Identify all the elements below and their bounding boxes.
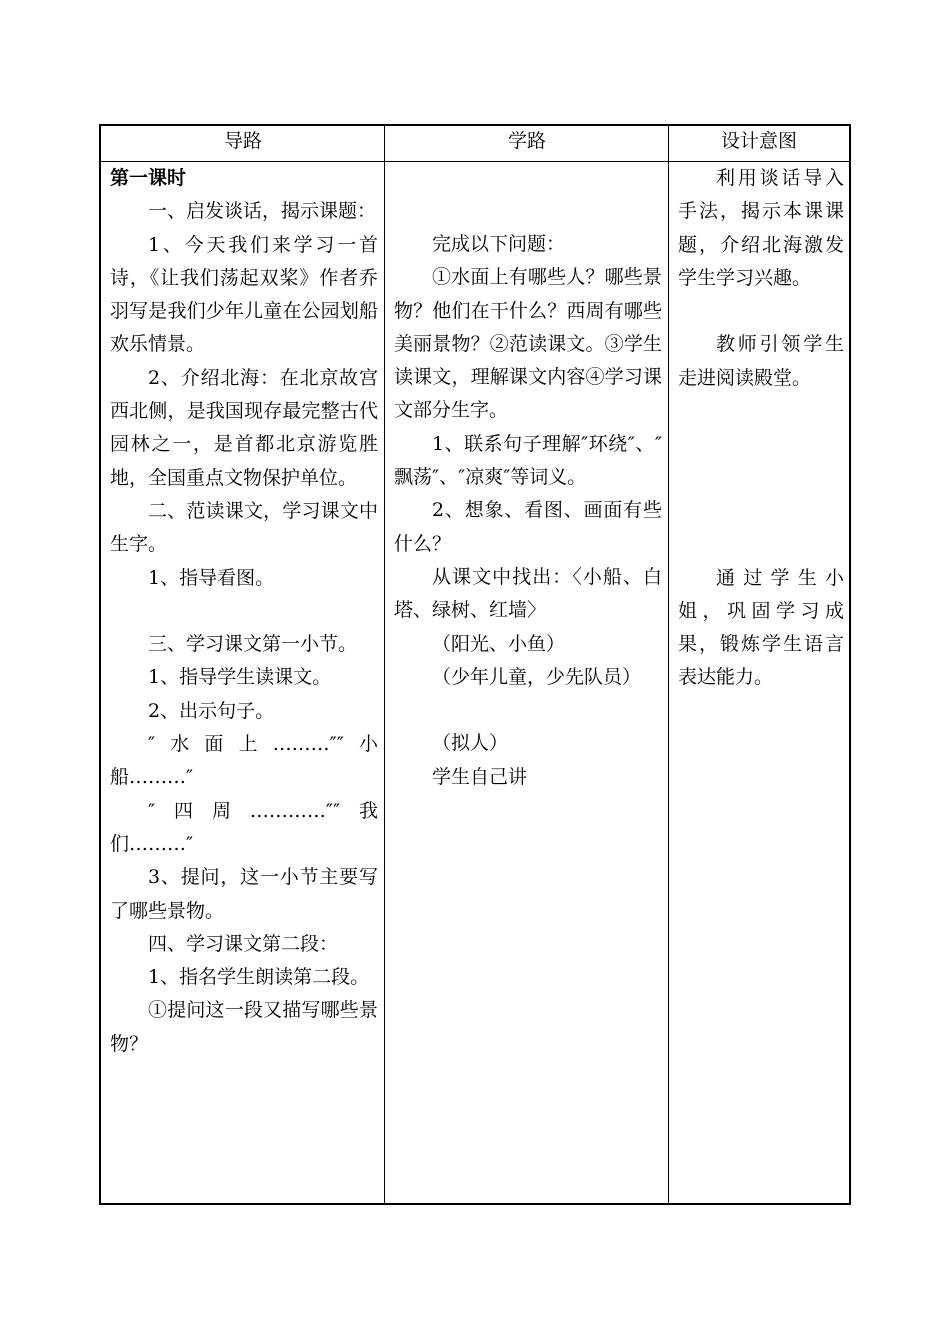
guide-column [110,162,378,1061]
guide-item: 1、今天我们来学习一首诗，《让我们荡起双桨》作者乔羽写是我们少年儿童在公园划船欢乐情景。 [110,233,378,356]
lesson-plan-table [99,124,851,1205]
header-guide: 导路 [101,126,385,162]
guide-item: 三、学习课文第一小节。 [148,633,358,656]
study-column [394,228,662,794]
guide-item: ①提问这一段又描写哪些景物？ [110,999,378,1055]
intent-item: 通过学生小姐，巩固学习成果，锻炼学生语言表达能力。 [678,566,844,689]
guide-item: 1、指导学生读课文。 [148,666,332,689]
column-divider-2 [668,126,669,1203]
study-item: （阳光、小鱼） [432,632,566,655]
study-item: （拟人） [432,732,509,755]
guide-item: 1、指名学生朗读第二段。 [148,966,370,989]
column-divider-1 [384,126,385,1203]
intent-item: 利用谈话导入手法，揭示本课课题，介绍北海激发学生学习兴趣。 [678,167,844,289]
guide-item: 1、指导看图。 [148,566,275,589]
header-study: 学路 [385,126,669,162]
guide-item: ″水面上………″″小船………″ [110,733,378,789]
guide-item: ″四周…………″″我们………″ [110,799,378,855]
intent-item: 教师引领学生走进阅读殿堂。 [678,333,844,389]
study-item: （少年儿童，少先队员） [432,665,642,688]
guide-item: 2、出示句子。 [148,699,275,722]
guide-item: 二、范读课文，学习课文中生字。 [110,499,378,556]
study-item: 完成以下问题： [432,233,566,255]
study-item: ①水面上有哪些人？哪些景物？他们在干什么？西周有哪些美丽景物？②范读课文。③学生读课文，理解课文内容④学习课文部分生字。 [394,266,662,422]
study-item: 1、联系句子理解″环绕″、″飘荡″、″凉爽″等词义。 [394,432,662,489]
guide-item: 四、学习课文第二段： [148,932,339,955]
lesson-title: 第一课时 [110,167,187,189]
design-intent-column [678,162,844,695]
guide-item: 2、介绍北海：在北京故宫西北侧，是我国现存最完整古代园林之一，是首都北京游览胜地，全国重点文物保护单位。 [110,366,378,489]
study-item: 2、想象、看图、画面有些什么？ [394,499,662,555]
guide-item: 一、启发谈话，揭示课题： [148,200,377,223]
study-item: 学生自己讲 [432,765,528,788]
guide-item: 3、提问，这一小节主要写了哪些景物。 [110,866,378,922]
study-item: 从课文中找出：〈小船、白塔、绿树、红墙〉 [394,565,662,622]
header-design-intent: 设计意图 [669,126,849,162]
